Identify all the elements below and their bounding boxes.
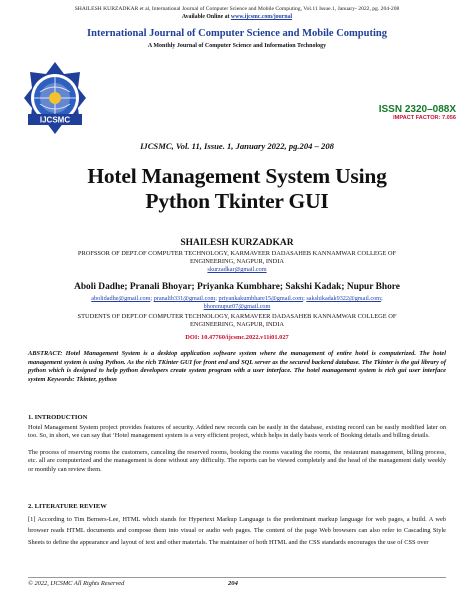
coauthor-email[interactable]: bhorenupur07@gmail.com [203,303,271,310]
issn-number: ISSN 2320–088X [378,104,456,115]
section-heading: 1. INTRODUCTION [28,414,88,421]
running-head: SHAILESH KURZADKAR et al, International Journal of Computer Science and Mobile Computing, Vol.11 Issue.1, January- 2022, pg. 204-208 [74,6,400,12]
page-number: 204 [228,580,238,587]
title-line-2: Python Tkinter GUI [145,189,329,213]
section-paragraph: The process of reserving rooms the customers, canceling the reserved rooms, booking the rooms vacating the rooms, the restaurant management, billing process, etc. all are computerized and the management is done without any difficulty. The reports can be viewed completely and the head of the management daily weekly or monthly can review them. [28,449,446,473]
journal-website-link[interactable]: www.ijcsmc.com/journal [230,14,293,20]
author-affiliation-line-2: ENGINEERING, NAGPUR, INDIA [189,258,285,265]
coauthor-emails: abolidadhe@gmail.com; pranalib331@gmail.com; priyankakumbhare15@gmail.com; sakshikadak9322@gmail.com; bhorenupur07@gmail.com [91,295,383,310]
paper-title [0,164,474,214]
coauthor-affiliation-line-1: STUDENTS OF DEPT.OF COMPUTER TECHNOLOGY, KARMAVEER DADASAHEB KANNAMWAR COLLEGE OF [77,313,397,320]
coauthor-email[interactable]: abolidadhe@gmail.com [91,295,151,302]
author-name: SHAILESH KURZADKAR [180,238,294,248]
coauthor-email[interactable]: pranalib331@gmail.com [153,295,216,302]
section-heading: 2. LITERATURE REVIEW [28,503,107,510]
author-affiliation [30,250,444,274]
author-email[interactable]: skurzadkar@gmail.com [207,266,267,273]
coauthor-email[interactable]: sakshikadak9322@gmail.com [306,295,381,302]
logo-lettering: IJCSMC [39,115,71,125]
journal-subtitle: A Monthly Journal of Computer Science and Information Technology [147,43,327,49]
coauthor-email[interactable]: priyankakumbhare15@gmail.com [218,295,304,302]
coauthor-affiliation [30,313,444,329]
coauthor-names: Aboli Dadhe; Pranali Bhoyar; Priyanka Kumbhare; Sakshi Kadak; Nupur Bhore [74,282,400,292]
impact-factor: IMPACT FACTOR: 7.056 [393,115,456,121]
coauthor-affiliation-line-2: ENGINEERING, NAGPUR, INDIA [189,321,285,328]
journal-logo [22,60,88,136]
footer-divider [28,577,446,578]
online-prefix: Available Online at [181,14,230,20]
section-paragraph: Hotel Management System project provides features of security. Added new records can be easily in the database, existing record can be easily modified later on too. So, in short, we can say that ‘Hotel management system is a very efficient project, which helps in daily basis work of Booking details and billing details. [28,424,446,440]
title-line-1: Hotel Management System Using [87,164,387,188]
online-availability [0,14,474,20]
author-affiliation-line-1: PROFSSOR OF DEPT.OF COMPUTER TECHNOLOGY, KARMAVEER DADASAHEB KANNAMWAR COLLEGE OF [77,250,397,257]
doi[interactable]: DOI: 10.47760/ijcsmc.2022.v11i01.027 [185,334,289,341]
volume-info: IJCSMC, Vol. 11, Issue. 1, January 2022, pg.204 – 208 [140,141,334,151]
footer-copyright: © 2022, IJCSMC All Rights Reserved [28,580,125,587]
journal-name: International Journal of Computer Science and Mobile Computing [87,28,387,39]
abstract: ABSTRACT: Hotel Management System is a desktop application software system where the management of entire hotel is computerized. The hotel management system is using Python. As the rich TKinter GUI for front end and SQL server as the secured backend database. The Tkinter is the gui library of python which is designed to help python developers create system program with a user interface. The hotel management system is rich gui user interface system Keywords: Tkinter, python [28,350,446,384]
section-paragraph: [1] According to Tim Berners-Lee, HTML which stands for Hypertext Markup Language is the predominant markup language for web pages, a build. A web browser reads HTML documents and compose them into visual or audio web pages. The content of the page Web browsers can also refer to Cascading Style Sheets to define the appearance and layout of text and other materials. The maintainer of both HTML and the CSS standards encourages the use of CSS over [28,516,446,546]
